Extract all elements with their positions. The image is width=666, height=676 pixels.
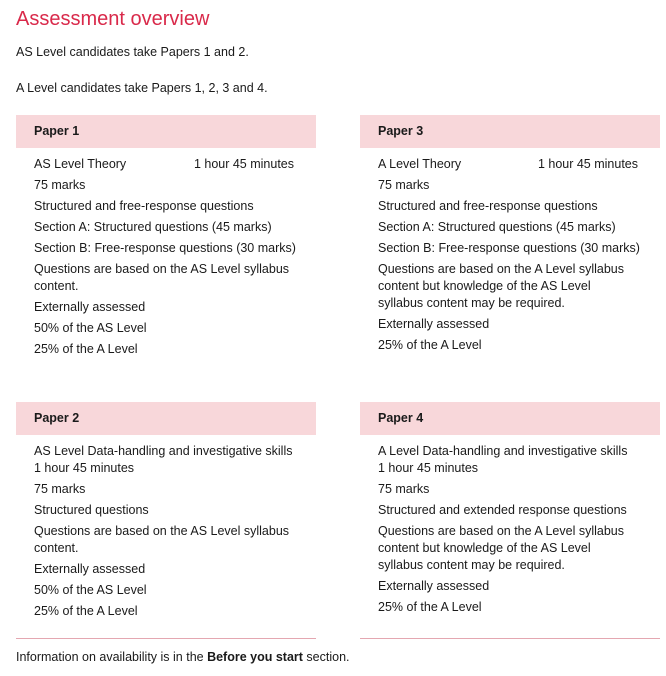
paper-4-basis-2: content but knowledge of the AS Level [378,541,591,555]
paper-4-assessed: Externally assessed [378,579,490,593]
paper-1-weight-a: 25% of the A Level [34,342,138,356]
paper-3-basis-2: content but knowledge of the AS Level [378,279,591,293]
paper-3-name: A Level Theory [378,157,462,171]
paper-2-basis-2: content. [34,541,79,555]
paper-4-marks: 75 marks [378,482,430,496]
paper-2-marks: 75 marks [34,482,86,496]
paper-1-body [16,156,316,409]
paper-4-duration: 1 hour 45 minutes [378,461,479,475]
paper-2-card [16,402,316,639]
paper-3-card [360,115,660,409]
paper-2-question-type: Structured questions [34,503,149,517]
paper-1-section-b: Section B: Free-response questions (30 marks) [34,241,296,255]
paper-1-duration: 1 hour 45 minutes [193,157,294,171]
paper-4-name: A Level Data-handling and investigative skills [378,444,628,458]
paper-2-heading: Paper 2 [16,402,316,435]
paper-2-weight-as: 50% of the AS Level [34,583,147,597]
intro-as-level: AS Level candidates take Papers 1 and 2. [16,45,249,59]
paper-2-duration: 1 hour 45 minutes [34,461,135,475]
paper-1-basis-2: content. [34,279,79,293]
paper-3-body [360,156,660,409]
paper-1-section-a: Section A: Structured questions (45 marks) [34,220,272,234]
availability-prefix: Information on availability is in the [16,650,208,664]
paper-3-question-type: Structured and free-response questions [378,199,598,213]
availability-note [16,649,350,665]
paper-3-heading: Paper 3 [360,115,660,148]
paper-4-question-type: Structured and extended response questions [378,503,627,517]
paper-3-assessed: Externally assessed [378,317,490,331]
paper-1-name: AS Level Theory [34,157,127,171]
paper-2-name: AS Level Data-handling and investigative skills [34,444,293,458]
paper-4-weight-a: 25% of the A Level [378,600,482,614]
paper-3-duration: 1 hour 45 minutes [537,157,638,171]
paper-4-heading: Paper 4 [360,402,660,435]
paper-2-basis-1: Questions are based on the AS Level syllabus [34,524,290,538]
paper-1-weight-as: 50% of the AS Level [34,321,147,335]
paper-1-marks: 75 marks [34,178,86,192]
paper-1-heading: Paper 1 [16,115,316,148]
page-title: Assessment overview [16,8,210,30]
paper-1-basis-1: Questions are based on the AS Level syllabus [34,262,290,276]
paper-2-body [16,443,316,639]
paper-3-basis-1: Questions are based on the A Level syllabus [378,262,624,276]
paper-1-question-type: Structured and free-response questions [34,199,254,213]
paper-4-body [360,443,660,639]
paper-3-marks: 75 marks [378,178,430,192]
paper-3-weight-a: 25% of the A Level [378,338,482,352]
availability-suffix: section. [302,650,350,664]
before-you-start-reference: Before you start [207,650,303,664]
paper-2-assessed: Externally assessed [34,562,146,576]
paper-3-title-row [378,156,654,173]
paper-1-title-row [34,156,310,173]
paper-2-weight-a: 25% of the A Level [34,604,138,618]
paper-3-section-b: Section B: Free-response questions (30 marks) [378,241,640,255]
paper-4-basis-3: syllabus content may be required. [378,558,565,572]
paper-4-basis-1: Questions are based on the A Level syllabus [378,524,624,538]
paper-4-card [360,402,660,639]
intro-a-level: A Level candidates take Papers 1, 2, 3 and 4. [16,81,268,95]
paper-3-basis-3: syllabus content may be required. [378,296,565,310]
paper-1-assessed: Externally assessed [34,300,146,314]
paper-3-section-a: Section A: Structured questions (45 marks) [378,220,616,234]
paper-1-card [16,115,316,409]
